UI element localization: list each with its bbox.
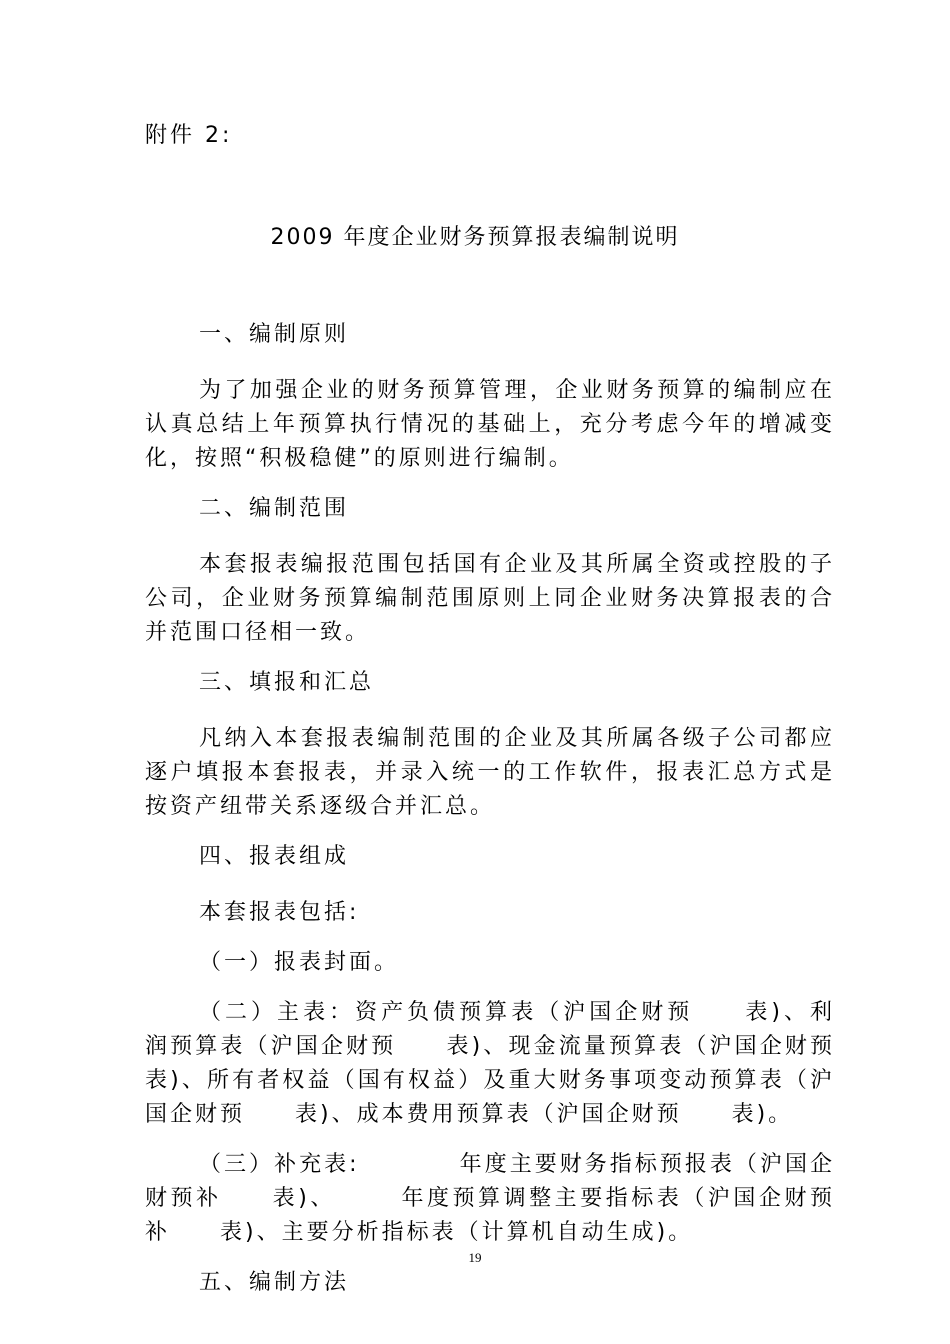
attachment-label: 附件 2: — [145, 123, 233, 148]
document-body — [145, 318, 886, 1322]
composition-intro: 本套报表包括: — [199, 900, 360, 925]
document-title: 2009 年度企业财务预算报表编制说明 — [270, 225, 680, 250]
section-heading-scope: 二、编制范围 — [199, 496, 350, 521]
composition-item-main-tables: （二）主表：资产负债预算表（沪国企财预 表)、利润预算表（沪国企财预 表)、现金流量预算表（沪国企财预 表)、所有者权益（国有权益）及重大财务事项变动预算表（沪国企财预 表)、成本费用预算表（沪国企财预 表)。 — [145, 1000, 886, 1127]
section-heading-principles: 一、编制原则 — [199, 322, 350, 347]
section-body-scope: 本套报表编报范围包括国有企业及其所属全资或控股的子公司，企业财务预算编制范围原则上同企业财务决算报表的合并范围口径相一致。 — [145, 552, 835, 645]
section-heading-methods: 五、编制方法 — [199, 1270, 350, 1295]
section-heading-reporting: 三、填报和汇总 — [199, 670, 375, 695]
composition-item-supplementary-tables: （三）补充表: 年度主要财务指标预报表（沪国企财预补 表)、 年度预算调整主要指标表（沪国企财预补 表)、主要分析指标表（计算机自动生成)。 — [145, 1152, 835, 1245]
section-heading-composition: 四、报表组成 — [199, 844, 350, 869]
composition-item-cover: （一）报表封面。 — [199, 950, 400, 975]
section-body-principles: 为了加强企业的财务预算管理，企业财务预算的编制应在认真总结上年预算执行情况的基础上，充分考虑今年的增减变化，按照“积极稳健”的原则进行编制。 — [145, 378, 835, 471]
page-number: 19 — [468, 1250, 482, 1265]
section-body-reporting: 凡纳入本套报表编制范围的企业及其所属各级子公司都应逐户填报本套报表，并录入统一的工作软件，报表汇总方式是按资产纽带关系逐级合并汇总。 — [145, 726, 835, 819]
